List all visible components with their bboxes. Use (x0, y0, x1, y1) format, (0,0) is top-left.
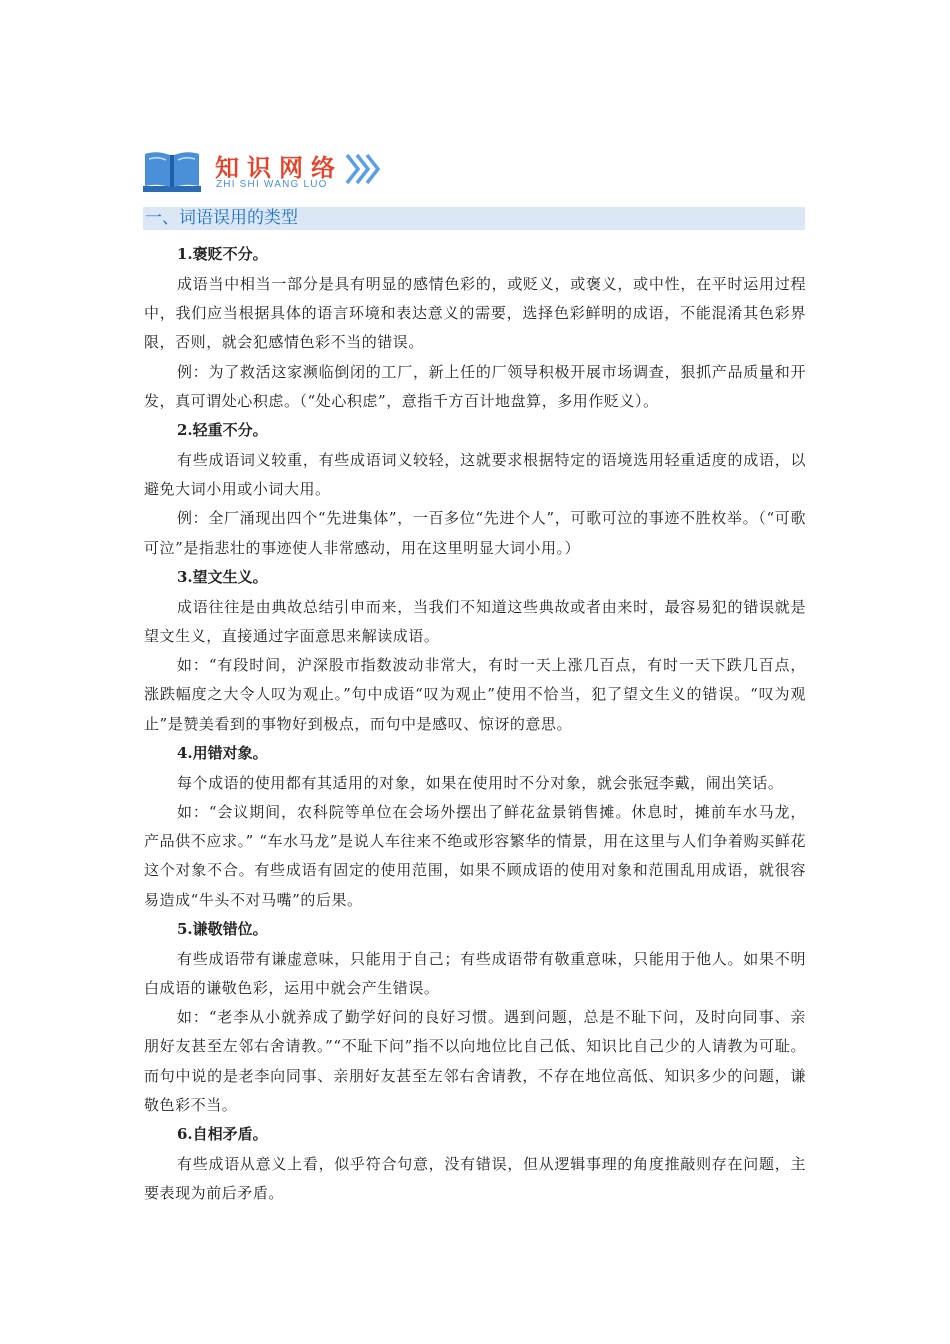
item-example: 例：为了救活这家濒临倒闭的工厂，新上任的厂领导积极开展市场调查，狠抓产品质量和开发，真可谓处心积虑。（“处心积虑”，意指千方百计地盘算，多用作贬义）。 (144, 362, 806, 410)
section-title: 一、词语误用的类型 (145, 208, 298, 228)
item-body: 每个成语的使用都有其适用的对象，如果在使用时不分对象，就会张冠李戴，闹出笑话。 (177, 773, 784, 792)
triple-chevron-right-icon (344, 152, 384, 186)
item-heading: 6.自相矛盾。 (177, 1125, 268, 1144)
item-heading: 1.褒贬不分。 (177, 245, 268, 263)
item-heading: 3.望文生义。 (177, 567, 268, 586)
item-example: 如：“老李从小就养成了勤学好问的良好习惯。遇到问题，总是不耻下问，及时向同事、亲朋好友甚至左邻右舍请教。”“不耻下问”指不以向地位比自己低、知识比自己少的人请教为可耻。而句中说的是老李向同事、亲朋好友甚至左邻右舍请教，不存在地位高低、知识多少的问题，谦敬色彩不当。 (144, 1008, 806, 1114)
item-example: 如：“有段时间，沪深股市指数波动非常大，有时一天上涨几百点，有时一天下跌几百点，涨跌幅度之大令人叹为观止。”句中成语“叹为观止”使用不恰当，犯了望文生义的错误。“叹为观止”是赞美看到的事物好到极点，而句中是感叹、惊讶的意思。 (144, 656, 806, 733)
item-body: 有些成语从意义上看，似乎符合句意，没有错误，但从逻辑事理的角度推敲则存在问题，主要表现为前后矛盾。 (144, 1155, 806, 1203)
item-heading: 5.谦敬错位。 (177, 919, 268, 938)
section-header-banner (143, 148, 443, 194)
item-heading: 2.轻重不分。 (177, 421, 268, 440)
open-book-icon (143, 150, 201, 192)
item-body: 成语当中相当一部分是具有明显的感情色彩的，或贬义，或褒义，或中性，在平时运用过程中，我们应当根据具体的语言环境和表达意义的需要，选择色彩鲜明的成语，不能混淆其色彩界限，否则，就会犯感情色彩不当的错误。 (144, 275, 806, 352)
item-body: 有些成语带有谦虚意味，只能用于自己；有些成语带有敬重意味，只能用于他人。如果不明白成语的谦敬色彩，运用中就会产生错误。 (144, 949, 806, 998)
banner-pinyin: ZHI SHI WANG LUO (216, 179, 328, 190)
section-title-bar (143, 207, 805, 230)
item-example: 例：全厂涌现出四个“先进集体”，一百多位“先进个人”，可歌可泣的事迹不胜枚举。（“可歌可泣”是指悲壮的事迹使人非常感动，用在这里明显大词小用。） (144, 509, 806, 557)
banner-title: 知识网络 (215, 154, 343, 182)
item-body: 有些成语词义较重，有些成语词义较轻，这就要求根据特定的语境选用轻重适度的成语，以避免大词小用或小词大用。 (144, 451, 806, 499)
article-body (144, 240, 806, 1208)
item-example: 如：“会议期间，农科院等单位在会场外摆出了鲜花盆景销售摊。休息时，摊前车水马龙，产品供不应求。” “车水马龙”是说人车往来不绝或形容繁华的情景，用在这里与人们争着购买鲜花这个对象不合。有些成语有固定的使用范围，如果不顾成语的使用对象和范围乱用成语，就很容易造成“牛头不对马嘴”的后果。 (144, 803, 806, 909)
item-body: 成语往往是由典故总结引申而来，当我们不知道这些典故或者由来时，最容易犯的错误就是望文生义，直接通过字面意思来解读成语。 (144, 597, 806, 646)
item-heading: 4.用错对象。 (177, 743, 268, 762)
